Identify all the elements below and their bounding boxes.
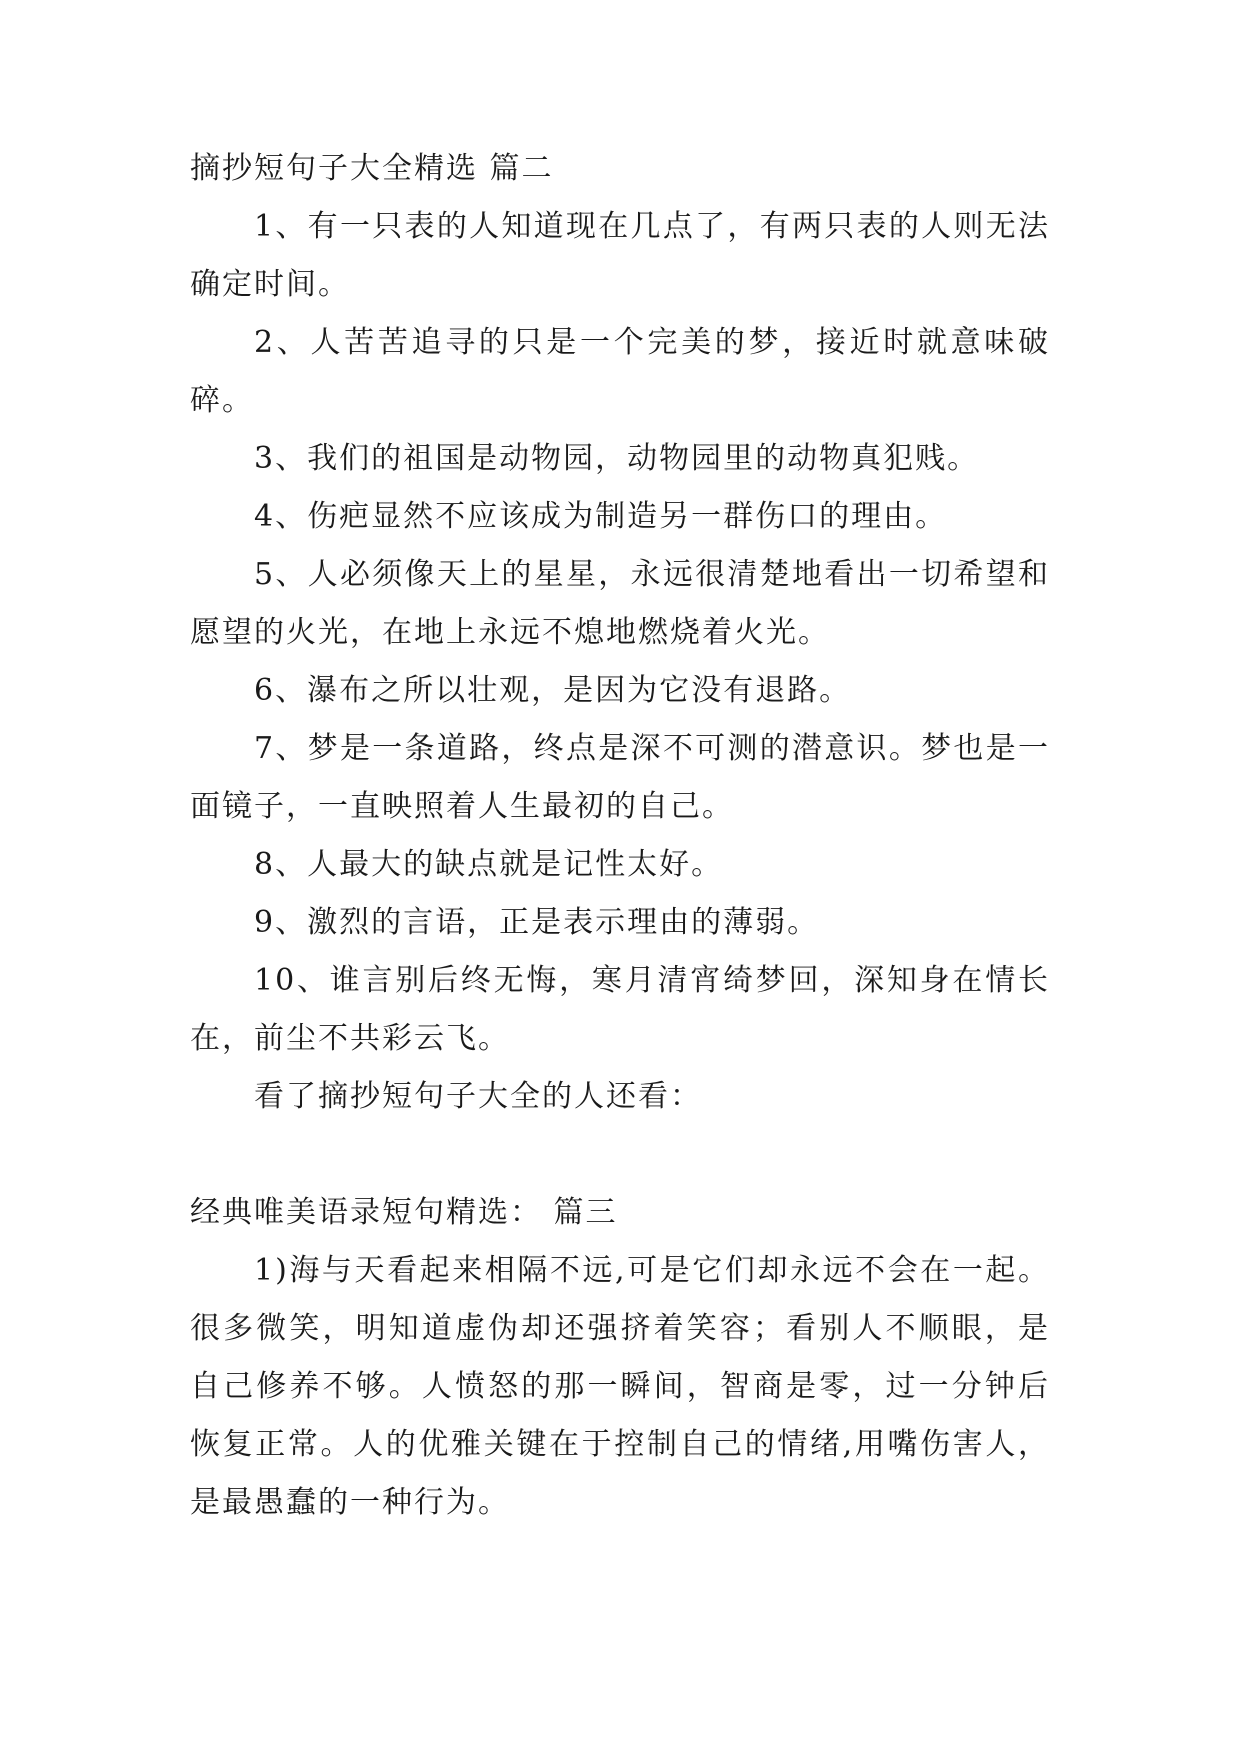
- quote-item: 9、激烈的言语，正是表示理由的薄弱。: [254, 905, 820, 940]
- section-title-2: 摘抄短句子大全精选 篇二: [190, 151, 554, 186]
- quote-item: 4、伤疤显然不应该成为制造另一群伤口的理由。: [254, 499, 948, 534]
- section-title-3: 经典唯美语录短句精选： 篇三: [190, 1195, 618, 1230]
- section-spacer: [190, 1126, 1050, 1184]
- quote-item: 3、我们的祖国是动物园，动物园里的动物真犯贱。: [254, 441, 980, 476]
- related-reading-label: 看了摘抄短句子大全的人还看：: [254, 1079, 702, 1114]
- quote-item: 10、谁言别后终无悔，寒月清宵绮梦回，深知身在情长在，前尘不共彩云飞。: [190, 963, 1050, 1056]
- document-page: [190, 140, 1050, 1532]
- quote-item: 2、人苦苦追寻的只是一个完美的梦，接近时就意味破碎。: [190, 325, 1050, 418]
- quote-item: 7、梦是一条道路，终点是深不可测的潜意识。梦也是一面镜子，一直映照着人生最初的自己。: [190, 731, 1050, 824]
- quote-item: 8、人最大的缺点就是记性太好。: [254, 847, 724, 882]
- quote-item: 1)海与天看起来相隔不远,可是它们却永远不会在一起。很多微笑，明知道虚伪却还强挤着笑容；看别人不顺眼，是自己修养不够。人愤怒的那一瞬间，智商是零，过一分钟后恢复正常。人的优雅关键在于控制自己的情绪,用嘴伤害人，是最愚蠢的一种行为。: [190, 1253, 1050, 1520]
- quote-item: 5、人必须像天上的星星，永远很清楚地看出一切希望和愿望的火光，在地上永远不熄地燃烧着火光。: [190, 557, 1050, 650]
- quote-item: 1、有一只表的人知道现在几点了，有两只表的人则无法确定时间。: [190, 209, 1050, 302]
- quote-item: 6、瀑布之所以壮观，是因为它没有退路。: [254, 673, 852, 708]
